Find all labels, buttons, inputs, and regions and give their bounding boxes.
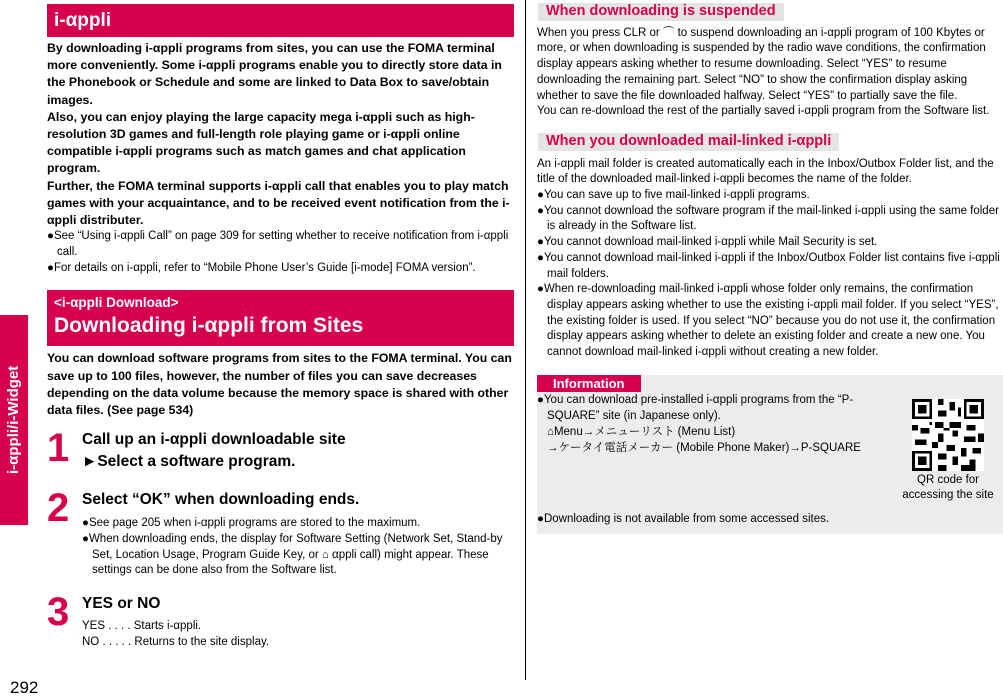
bullet: ●For details on i-αppli, refer to “Mobile Phone User’s Guide [i-mode] FOMA version”. <box>47 261 476 274</box>
intro <box>47 40 514 229</box>
qr-code-icon <box>912 399 984 471</box>
step-number: 1 <box>47 426 70 471</box>
left-column <box>47 4 514 650</box>
intro-paragraph: By downloading i-αppli programs from sites, you can use the FOMA terminal more conveniently. Some i-αppli programs enable you to directly store data in the Phonebook or Schedule and some are linked to Data Box to save/obtain images. <box>47 41 502 107</box>
info-text-4: ●Downloading is not available from some accessed sites. <box>537 513 830 526</box>
column-divider <box>525 0 526 680</box>
info-text-2: ⌂Menu→メニューリスト (Menu List) <box>547 425 736 438</box>
step-3 <box>47 589 514 650</box>
info-text-3: →ケータイ電話メーカー (Mobile Phone Maker)→P-SQUARE <box>547 441 861 454</box>
step-2 <box>47 486 514 579</box>
section-subtitle: <i-αppli Download> <box>54 295 179 311</box>
info-item-1 <box>537 393 882 456</box>
side-tab <box>0 315 28 525</box>
bullet: ●You cannot download the software program if the mail-linked i-αppli using the same folder is already in the Software list. <box>537 204 999 233</box>
download-section-header <box>47 290 514 346</box>
step-note: ●See page 205 when i-αppli programs are stored to the maximum. <box>82 517 421 530</box>
mail-linked-title: When you downloaded mail-linked i-αppli <box>537 132 840 152</box>
right-column <box>537 2 1003 534</box>
step-1 <box>47 426 514 473</box>
step-title-2: ►Select a software program. <box>82 453 296 471</box>
step-title: YES or NO <box>82 594 161 612</box>
step-number: 2 <box>47 486 70 531</box>
intro-paragraph: Also, you can enjoy playing the large capacity mega i-αppli such as high-resolution 3D games and full-length role playing game or i-αppli online compatible i-αppli programs such as match games and chat application program. <box>47 109 475 176</box>
bullet: ●You cannot download mail-linked i-αppli while Mail Security is set. <box>537 236 878 249</box>
page-number: 292 <box>10 678 39 697</box>
mail-linked-text: An i-αppli mail folder is created automatically each in the Inbox/Outbox Folder list, and the title of the downloaded mail-linked i-αppli becomes the name of the folder. <box>537 157 994 186</box>
info-text: ●You can download pre-installed i-αppli programs from the “P-SQUARE” site (in Japanese only). <box>537 394 854 423</box>
bullet: ●You can save up to five mail-linked i-αppli programs. <box>537 189 810 202</box>
suspended-title: When downloading is suspended <box>537 2 785 22</box>
section-header: i-αppli <box>47 4 514 37</box>
side-tab-label: i-αppli/i-Widget <box>5 365 22 475</box>
section-title: Downloading i-αppli from Sites <box>54 314 364 338</box>
intro-paragraph: Further, the FOMA terminal supports i-αppli call that enables you to play match games with your acquaintance, and to be received event notification from the i-αppli distributer. <box>47 178 510 228</box>
bullet: ●You cannot download mail-linked i-αppli if the Inbox/Outbox Folder list contains five i-αppli mail folders. <box>537 251 1000 280</box>
suspended-text: When you press CLR or ⌒ to suspend downloading an i-αppli program of 100 Kbytes or more, or when downloading is suspended by the radio wave conditions, the confirmation display appears asking whether to resume downloading. Select “YES” to resume downloading the remaining part. Select “NO” to show the confirmation display asking whether to save the file downloaded halfway. Select “YES” to partially save the file. <box>537 26 986 102</box>
qr-caption: QR code for accessing the site <box>902 473 994 501</box>
step-title: Select “OK” when downloading ends. <box>82 491 360 509</box>
step-note: YES . . . . Starts i-αppli. <box>82 619 202 632</box>
section-intro: You can download software programs from sites to the FOMA terminal. You can save up to 100 files, however, the number of files you can save decreases depending on the data volume because the memory space is shared with other data files. (See page 534) <box>47 351 512 417</box>
suspended-text-2: You can re-download the rest of the partially saved i-αppli program from the Software list. <box>537 105 990 118</box>
step-note: ●When downloading ends, the display for Software Setting (Network Set, Stand-by Set, Location Usage, Program Guide Key, or ⌂ αppli call) might appear. These settings can be done also from the Software list. <box>82 532 503 577</box>
step-number: 3 <box>47 589 70 634</box>
information-box <box>537 375 1003 534</box>
information-label: Information <box>537 375 641 393</box>
bullet: ●See “Using i-αppli Call” on page 309 for setting whether to receive notification from i-αppli call. <box>47 230 509 258</box>
step-title: Call up an i-αppli downloadable site <box>82 431 346 449</box>
bullet: ●When re-downloading mail-linked i-αppli whose folder only remains, the confirmation display appears asking whether to use the existing i-αppli mail folder. If you select “YES”, the existing folder is used. If you select “NO” because you do not use it, the confirmation display appears asking whether to delete an existing folder and create a new one. You cannot download mail-linked i-αppli without creating a new folder. <box>537 283 999 359</box>
step-note: NO . . . . . Returns to the site display. <box>82 635 270 648</box>
